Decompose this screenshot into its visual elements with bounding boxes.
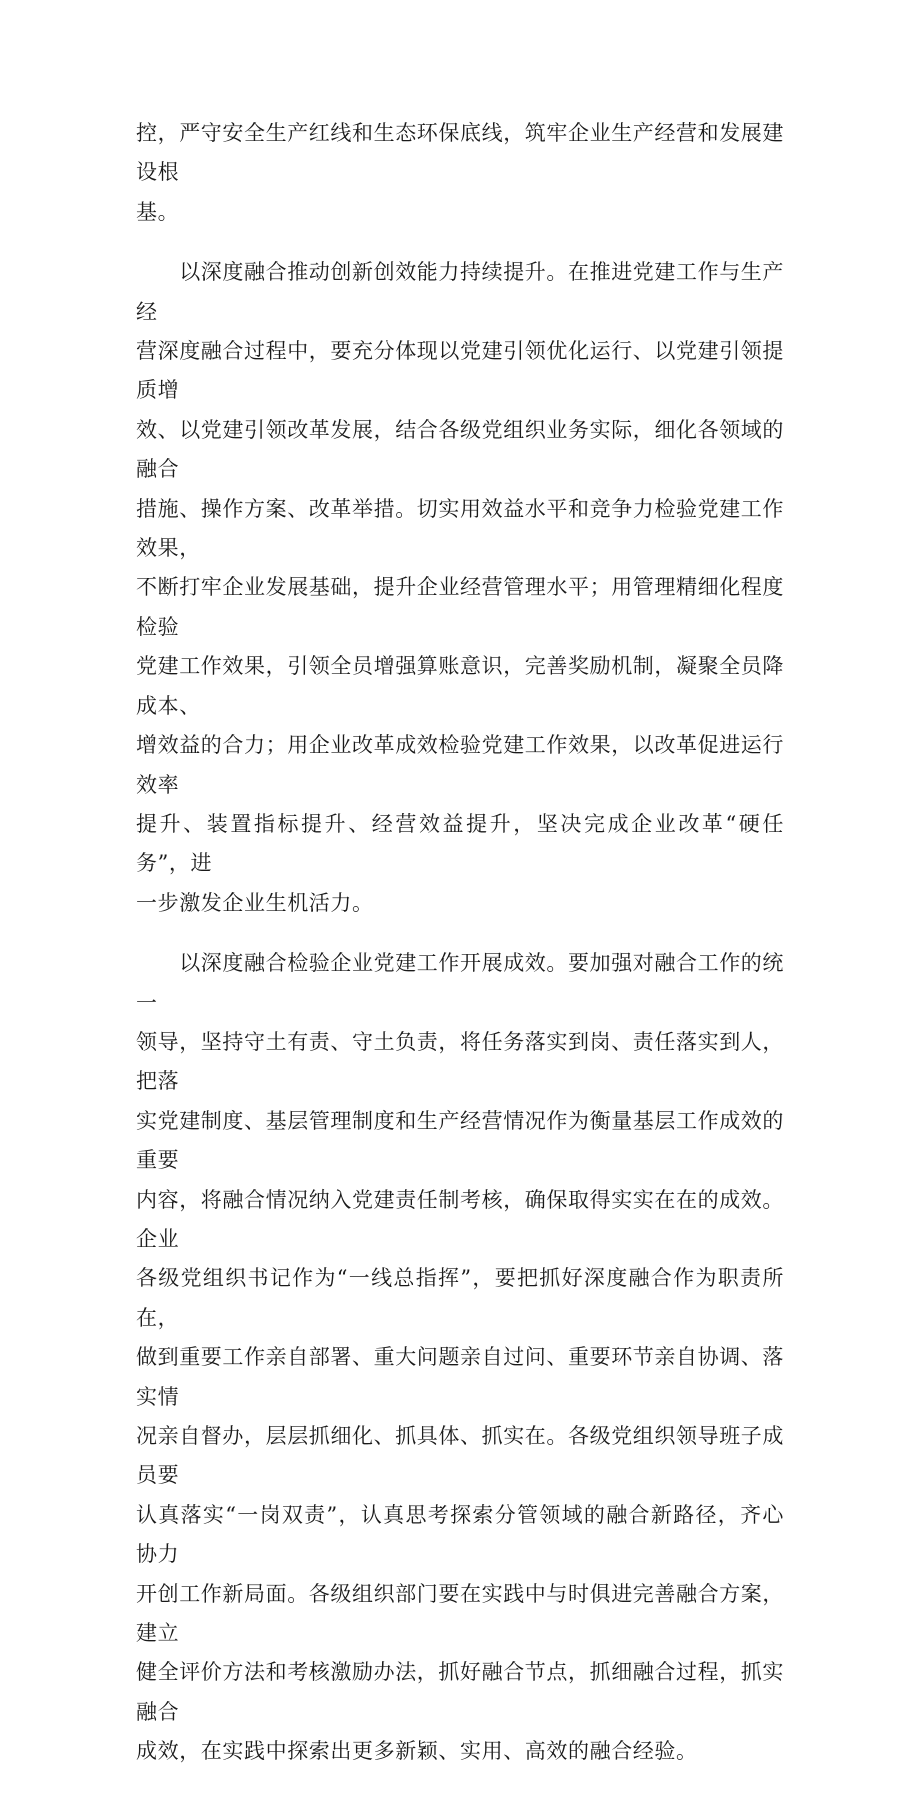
paragraph-party-building-results: 以深度融合检验企业党建工作开展成效。要加强对融合工作的统一 领导，坚持守土有责、守土负责，将任务落实到岗、责任落实到人，把落 实党建制度、基层管理制度和生产经营情况作为衡量基层工作成效的重要 内容，将融合情况纳入党建责任制考核，确保取得实实在在的成效。企业 各级党组织书记作为“一线总指挥”，要把抓好深度融合作为职责所在， 做到重要工作亲自部署、重大问题亲自过问、重要环节亲自协调、落实情 况亲自督办，层层抓细化、抓具体、抓实在。各级党组织领导班子成员要 认真落实“一岗双责”，认真思考探索分管领域的融合新路径，齐心协力 开创工作新局面。各级组织部门要在实践中与时俱进完善融合方案，建立 健全评价方法和考核激励办法，抓好融合节点，抓细融合过程，抓实融合 成效，在实践中探索出更多新颖、实用、高效的融合经验。 — [136, 951, 784, 1764]
paragraph-innovation-efficiency: 以深度融合推动创新创效能力持续提升。在推进党建工作与生产经 营深度融合过程中，要充分体现以党建引领优化运行、以党建引领提质增 效、以党建引领改革发展，结合各级党组织业务实际，细化各领域的融合 措施、操作方案、改革举措。切实用效益水平和竞争力检验党建工作效果， 不断打牢企业发展基础，提升企业经营管理水平；用管理精细化程度检验 党建工作效果，引领全员增强算账意识，完善奖励机制，凝聚全员降成本、 增效益的合力；用企业改革成效检验党建工作效果，以改革促进运行效率 提升、装置指标提升、经营效益提升，坚决完成企业改革“硬任务”，进 一步激发企业生机活力。 — [136, 260, 784, 915]
paragraph-continuation: 控，严守安全生产红线和生态环保底线，筑牢企业生产经营和发展建设根 基。 — [136, 121, 784, 224]
document-page — [136, 114, 784, 1793]
